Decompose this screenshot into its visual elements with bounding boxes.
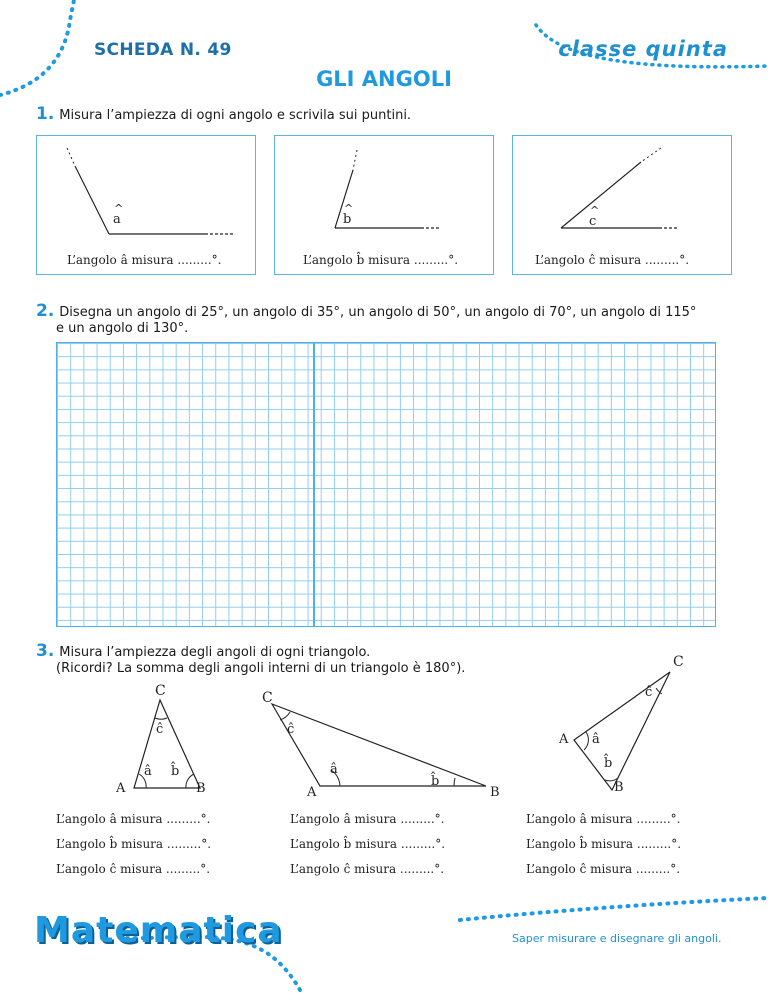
triangle2-angle-c: ĉ [287,722,295,737]
section1-instruction [36,106,411,124]
triangle2-answer-c: L’angolo ĉ misura .........°. [290,862,445,876]
triangle3-vertex-c: C [673,654,684,670]
angle-a-label: a [113,212,121,227]
angle-c-hat: ^ [590,204,600,217]
angle-a-hat: ^ [114,202,124,215]
angle-box-b [274,135,494,275]
subject-logo: Matematica [34,910,283,951]
triangle1-vertex-c: C [155,683,166,699]
page-title: GLI ANGOLI [316,67,452,91]
triangle2-vertex-c: C [262,690,273,706]
class-label: classe quinta [558,37,728,61]
angle-box-a [36,135,256,275]
triangle3-angle-a: â [592,732,600,747]
triangle1-answer-a: L’angolo â misura .........°. [56,812,211,826]
angle-c-answer: L’angolo ĉ misura .........°. [535,253,690,267]
triangle1-angle-a: â [144,764,152,779]
angle-b-answer: L’angolo b̂ misura .........°. [303,253,459,267]
triangle3-vertex-b: B [614,780,624,795]
drawing-grid[interactable] [56,342,716,627]
triangle2-vertex-a: A [307,785,317,800]
angle-b-label: b [343,212,352,227]
triangle1-angle-c: ĉ [156,722,164,737]
triangle2-angle-b: b̂ [431,774,440,789]
triangle2-answer-a: L’angolo â misura .........°. [290,812,445,826]
grid-divider [313,342,315,627]
section2-text-line2: e un angolo di 130°. [56,321,189,336]
worksheet-number: SCHEDA N. 49 [94,40,232,60]
triangle3-angle-b: b̂ [604,756,613,771]
angle-c-label: c [589,214,597,229]
section1-text: Misura l’ampiezza di ogni angolo e scrivila sui puntini. [59,108,412,123]
triangle1-angle-b: b̂ [171,764,180,779]
angle-b-hat: ^ [344,202,354,215]
section2-text-line1: Disegna un angolo di 25°, un angolo di 35°, un angolo di 50°, un angolo di 70°, un angolo di 115° [59,305,697,320]
angle-box-c [512,135,732,275]
triangle3-angle-c: ĉ [645,685,653,700]
triangle3-answer-b: L’angolo b̂ misura .........°. [526,837,682,851]
triangle1-vertex-b: B [196,781,206,796]
section1-number: 1. [36,104,55,124]
triangle1-vertex-a: A [116,781,126,796]
section3-text-line2: (Ricordi? La somma degli angoli interni di un triangolo è 180°). [56,661,466,676]
section3-text-line1: Misura l’ampiezza degli angoli di ogni triangolo. [59,645,371,660]
triangle3-answer-a: L’angolo â misura .........°. [526,812,681,826]
section3-number: 3. [36,641,55,661]
triangle3-vertex-a: A [559,732,569,747]
triangle2-angle-a: â [330,762,338,777]
triangle3-answer-c: L’angolo ĉ misura .........°. [526,862,681,876]
angle-a-answer: L’angolo â misura .........°. [67,253,222,267]
section2-number: 2. [36,301,55,321]
triangle1-answer-b: L’angolo b̂ misura .........°. [56,837,212,851]
triangle2-vertex-b: B [490,785,500,800]
section2-instruction [36,303,696,321]
triangle2-answer-b: L’angolo b̂ misura .........°. [290,837,446,851]
triangle1-answer-c: L’angolo ĉ misura .........°. [56,862,211,876]
footer-caption: Saper misurare e disegnare gli angoli. [512,932,722,945]
section3-instruction [36,643,370,661]
